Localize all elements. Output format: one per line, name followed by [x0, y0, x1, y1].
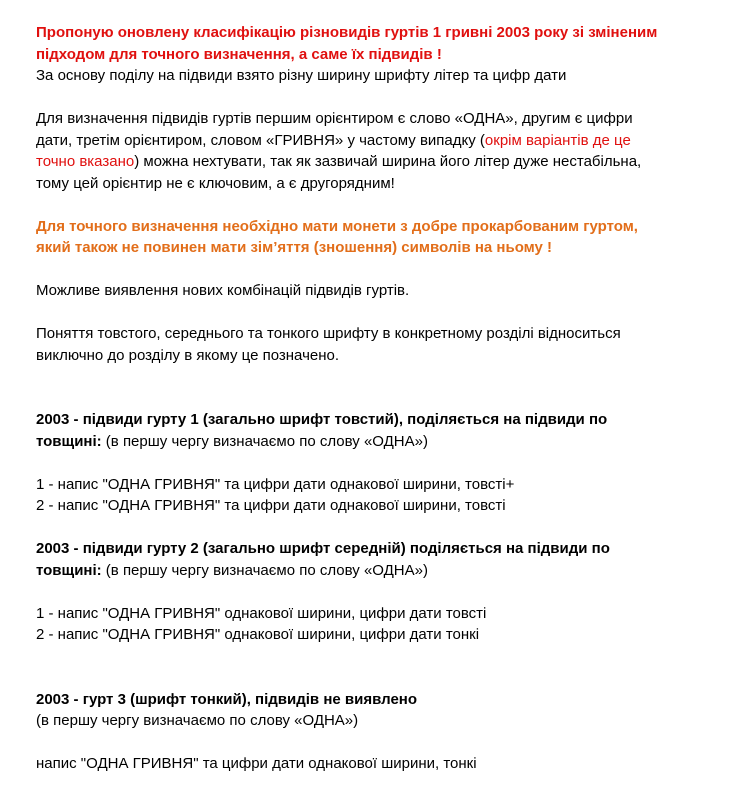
orientation-exception-note-cont: точно вказано [36, 153, 135, 170]
section2-title-line1: 2003 - підвиди гурту 2 (загально шрифт середній) поділяється на підвиди по [36, 540, 610, 557]
intro-heading-line2: підходом для точного визначення, а саме їх підвидів ! [36, 45, 442, 63]
orientation-line3-text: ) можна нехтувати, так як зазвичай ширина його літер дуже нестабільна, [134, 153, 642, 170]
note-scope-line2: виключно до розділу в якому це позначено. [36, 346, 340, 364]
section1-item-1: 1 - напис "ОДНА ГРИВНЯ" та цифри дати однакової ширини, товсті+ [36, 475, 515, 493]
section2-title-bold: товщині: [36, 561, 102, 579]
section3-title-line1: 2003 - гурт 3 (шрифт тонкий), підвидів не виявлено [36, 690, 418, 708]
intro-basis: За основу поділу на підвиди взято різну ширину шрифту літер та цифр дати [36, 67, 567, 84]
section2-title-note: (в першу чергу визначаємо по слову «ОДНА») [101, 561, 428, 579]
orientation-line2-text: дати, третім орієнтиром, словом «ГРИВНЯ» у частому випадку ( [36, 131, 485, 149]
warning-line2: який також не повинен мати зім’яття (зношення) символів на ньому ! [36, 239, 553, 256]
note-scope-line1: Поняття товстого, середнього та тонкого шрифту в конкретному розділі відноситься [36, 325, 621, 342]
section1-item-2: 2 - напис "ОДНА ГРИВНЯ" та цифри дати однакової ширини, товсті [36, 497, 506, 514]
section2-title-line2 [36, 560, 733, 582]
orientation-line1: Для визначення підвидів гуртів першим орієнтиром є слово «ОДНА», другим є цифри [36, 110, 633, 127]
section1-title-note: (в першу чергу визначаємо по слову «ОДНА») [101, 432, 428, 450]
note-new-combinations: Можливе виявлення нових комбінацій підвидів гуртів. [36, 282, 410, 299]
warning-line1: Для точного визначення необхідно мати монети з добре прокарбованим гуртом, [36, 217, 638, 235]
section1-title-line2 [36, 431, 733, 453]
section3-title-note: (в першу чергу визначаємо по слову «ОДНА») [36, 712, 359, 729]
section2-item-2: 2 - напис "ОДНА ГРИВНЯ" однакової ширини, цифри дати тонкі [36, 626, 480, 643]
section1-title-line1: 2003 - підвиди гурту 1 (загально шрифт товстий), поділяється на підвиди по [36, 411, 608, 428]
section3-item-1: напис "ОДНА ГРИВНЯ" та цифри дати однакової ширини, тонкі [36, 755, 477, 772]
orientation-line4: тому цей орієнтир не є ключовим, а є другорядним! [36, 174, 395, 192]
intro-heading-line1: Пропоную оновлену класифікацію різновидів гуртів 1 гривні 2003 року зі зміненим [36, 24, 658, 41]
orientation-line3 [36, 151, 733, 173]
section2-item-1: 1 - напис "ОДНА ГРИВНЯ" однакової ширини, цифри дати товсті [36, 604, 487, 622]
section1-title-bold: товщині: [36, 432, 102, 450]
orientation-line2 [36, 130, 733, 152]
orientation-exception-note: окрім варіантів де це [484, 131, 631, 149]
